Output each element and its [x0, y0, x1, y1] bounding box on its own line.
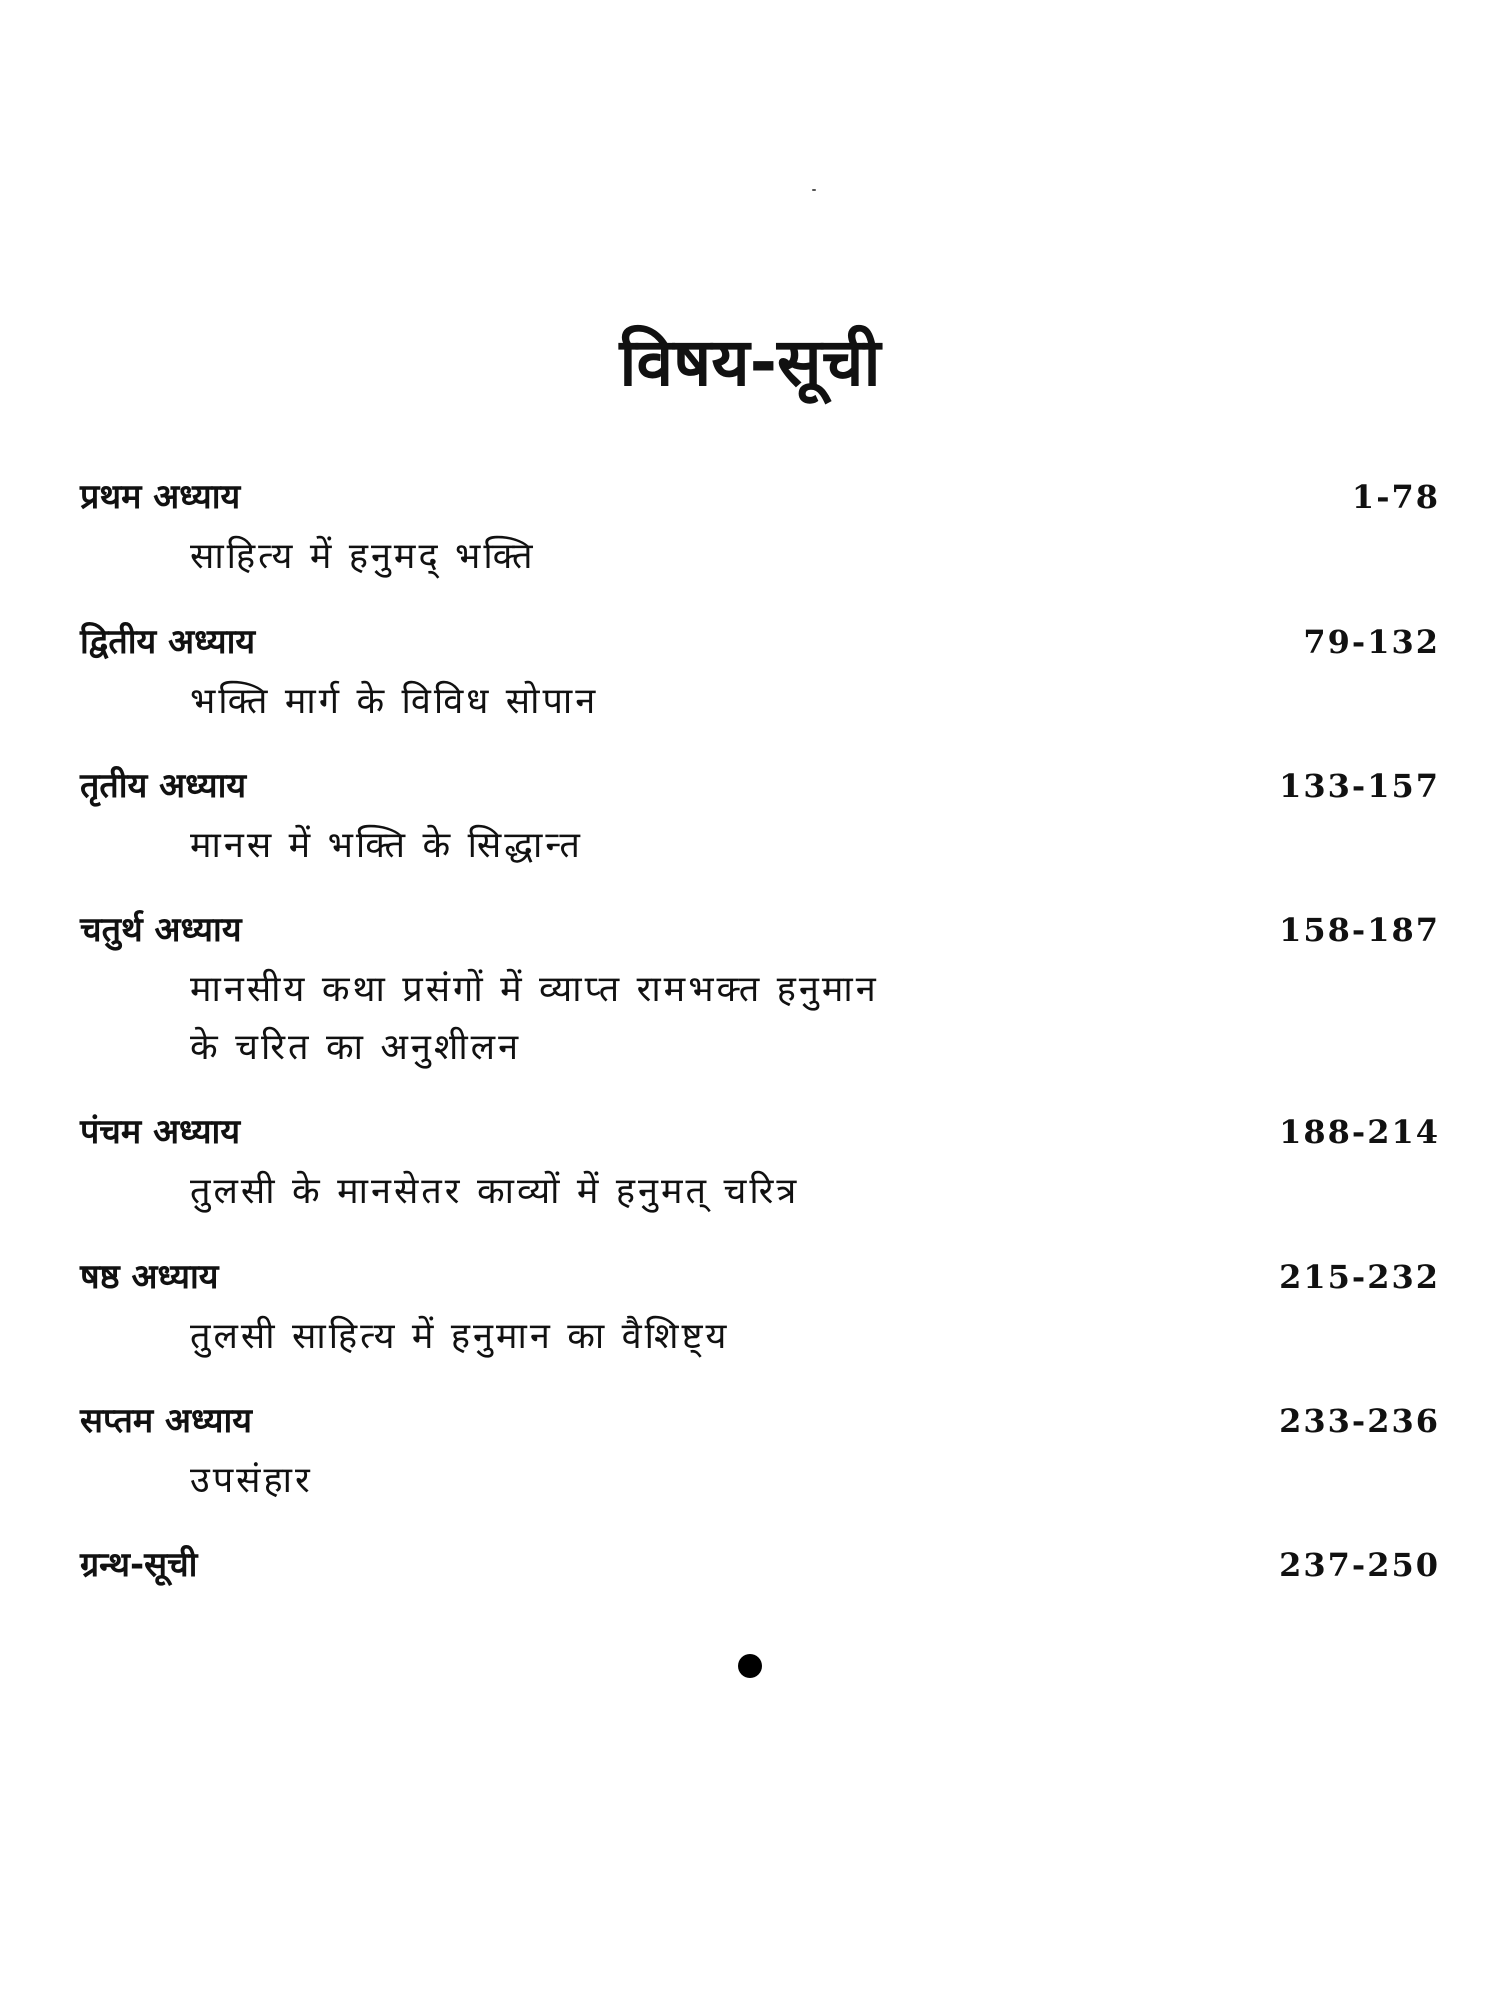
toc-entry-8: [80, 1540, 1440, 1590]
end-bullet: [738, 1654, 762, 1678]
page-title: विषय-सूची: [619, 324, 881, 401]
page-range: 1-78: [1351, 478, 1440, 516]
chapter-subtitle: उपसंहार: [190, 1460, 313, 1501]
chapter-label: षष्ठ अध्याय: [80, 1257, 219, 1297]
chapter-label: ग्रन्थ-सूची: [80, 1545, 198, 1585]
chapter-subtitle-continued: के चरित का अनुशीलन: [190, 1027, 522, 1068]
scan-speck: [812, 189, 816, 191]
chapter-subtitle: तुलसी साहित्य में हनुमान का वैशिष्ट्य: [190, 1316, 730, 1357]
chapter-label: पंचम अध्याय: [80, 1112, 241, 1152]
chapter-label: सप्तम अध्याय: [80, 1401, 253, 1441]
page-range: 237-250: [1279, 1546, 1440, 1584]
page-range: 133-157: [1279, 767, 1440, 805]
chapter-label: तृतीय अध्याय: [80, 766, 247, 806]
chapter-label: द्वितीय अध्याय: [80, 622, 256, 662]
chapter-subtitle: मानसीय कथा प्रसंगों में व्याप्त रामभक्त हनुमान: [190, 969, 879, 1010]
toc-entry-1: [80, 472, 1440, 586]
chapter-label: चतुर्थ अध्याय: [80, 910, 242, 950]
chapter-subtitle: साहित्य में हनुमद् भक्ति: [190, 536, 536, 577]
page-range: 215-232: [1279, 1258, 1440, 1296]
page-range: 233-236: [1279, 1402, 1440, 1440]
toc-entry-7: [80, 1396, 1440, 1510]
toc-entry-4: [80, 905, 1440, 1077]
page-range: 158-187: [1279, 911, 1440, 949]
toc-entry-5: [80, 1107, 1440, 1221]
toc-entry-3: [80, 761, 1440, 875]
chapter-subtitle: तुलसी के मानसेतर काव्यों में हनुमत् चरित्र: [190, 1171, 800, 1212]
chapter-subtitle: मानस में भक्ति के सिद्धान्त: [190, 825, 583, 866]
chapter-subtitle: भक्ति मार्ग के विविध सोपान: [190, 681, 599, 722]
toc-entry-6: [80, 1252, 1440, 1366]
toc-entry-2: [80, 617, 1440, 731]
page-range: 79-132: [1303, 623, 1440, 661]
page-range: 188-214: [1279, 1113, 1440, 1151]
chapter-label: प्रथम अध्याय: [80, 477, 241, 517]
